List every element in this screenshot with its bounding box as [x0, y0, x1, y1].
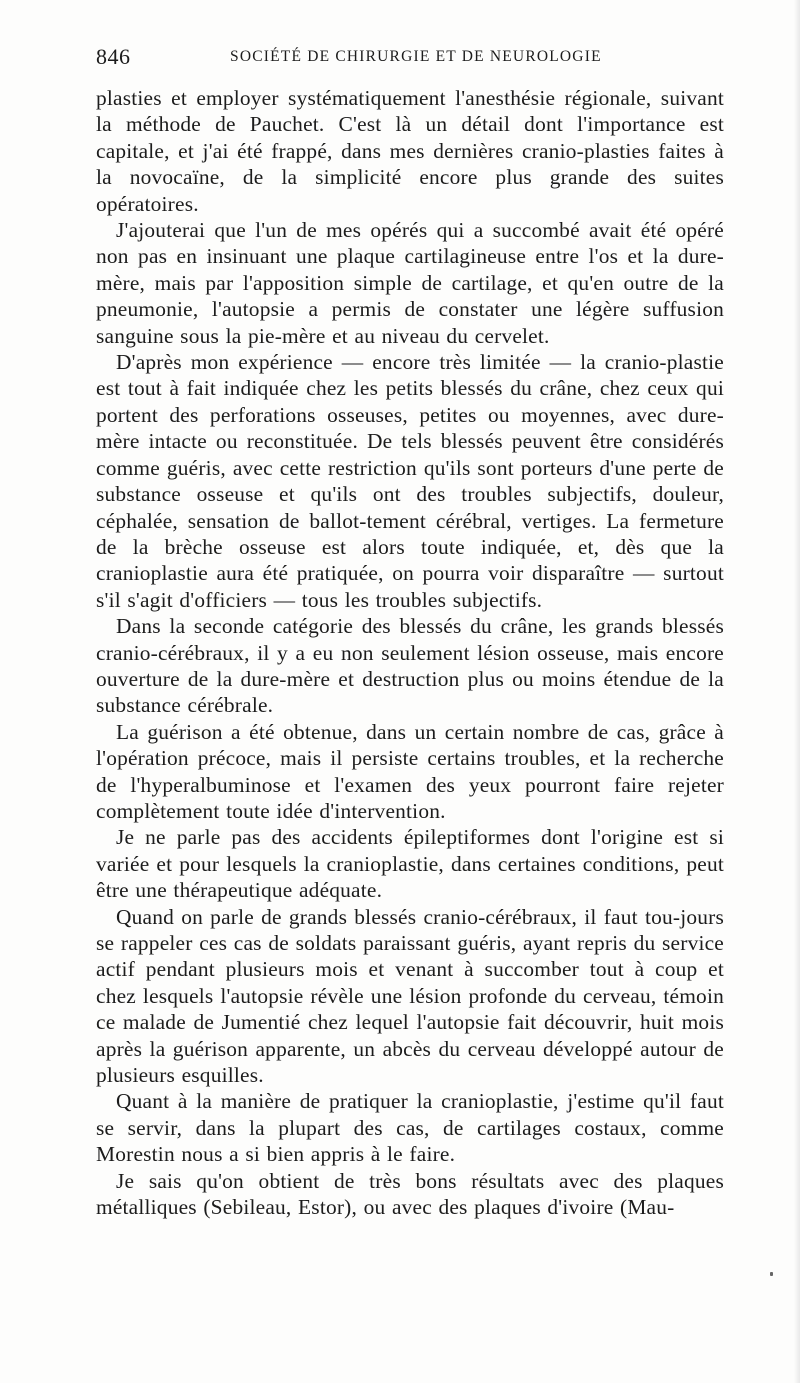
paragraph: Je sais qu'on obtient de très bons résultats avec des plaques métalliques (Sebileau, Estor), ou avec des plaques d'ivoire (Mau- [96, 1168, 724, 1220]
page-header [96, 44, 740, 68]
paragraph: D'après mon expérience — encore très limitée — la cranio-plastie est tout à fait indiquée chez les petits blessés du crâne, chez ceux qui portent des perforations osseuses, petites ou moyennes, avec dure-mère intacte ou reconstituée. De tels blessés peuvent être considérés comme guéris, avec cette restriction qu'ils sont porteurs d'une perte de substance osseuse et qu'ils ont des troubles subjectifs, douleur, céphalée, sensation de ballot-tement cérébral, vertiges. La fermeture de la brèche osseuse est alors toute indiquée, et, dès que la cranioplastie aura été pratiquée, on pourra voir disparaître — surtout s'il s'agit d'officiers — tous les troubles subjectifs. [96, 350, 724, 612]
page-edge-shadow [794, 0, 800, 1383]
body-text [96, 85, 724, 1220]
paragraph: Quand on parle de grands blessés cranio-cérébraux, il faut tou-jours se rappeler ces cas de soldats paraissant guéris, ayant repris du service actif pendant plusieurs mois et venant à succomber tout à coup et chez lesquels l'autopsie révèle une lésion profonde du cerveau, témoin ce malade de Jumentié chez lequel l'autopsie fait découvrir, huit mois après la guérison apparente, un abcès du cerveau développé autour de plusieurs esquilles. [96, 904, 724, 1088]
page-number: 846 [96, 44, 131, 69]
paragraph: Je ne parle pas des accidents épileptiformes dont l'origine est si variée et pour lesquels la cranioplastie, dans certaines conditions, peut être une thérapeutique adéquate. [96, 825, 724, 903]
paragraph: La guérison a été obtenue, dans un certain nombre de cas, grâce à l'opération précoce, mais il persiste certains troubles, et la recherche de l'hyperalbuminose et l'examen des yeux pourront faire rejeter complètement toute idée d'intervention. [96, 719, 724, 823]
paragraph: Dans la seconde catégorie des blessés du crâne, les grands blessés cranio-cérébraux, il y a eu non seulement lésion osseuse, mais encore ouverture de la dure-mère et destruction plus ou moins étendue de la substance cérébrale. [96, 614, 724, 718]
paragraph: plasties et employer systématiquement l'anesthésie régionale, suivant la méthode de Pauchet. C'est là un détail dont l'importance est capitale, et j'ai été frappé, dans mes dernières cranio-plasties faites à la novocaïne, de la simplicité encore plus grande des suites opératoires. [96, 86, 724, 216]
running-head: SOCIÉTÉ DE CHIRURGIE ET DE NEUROLOGIE [230, 48, 602, 65]
paragraph: J'ajouterai que l'un de mes opérés qui a succombé avait été opéré non pas en insinuant une plaque cartilagineuse entre l'os et la dure-mère, mais par l'apposition simple de cartilage, et qu'en outre de la pneumonie, l'autopsie a permis de constater une légère suffusion sanguine sous la pie-mère et au niveau du cervelet. [96, 218, 724, 348]
paragraph: Quant à la manière de pratiquer la cranioplastie, j'estime qu'il faut se servir, dans la plupart des cas, de cartilages costaux, comme Morestin nous a si bien appris à le faire. [96, 1089, 724, 1167]
print-speck [770, 1272, 773, 1276]
